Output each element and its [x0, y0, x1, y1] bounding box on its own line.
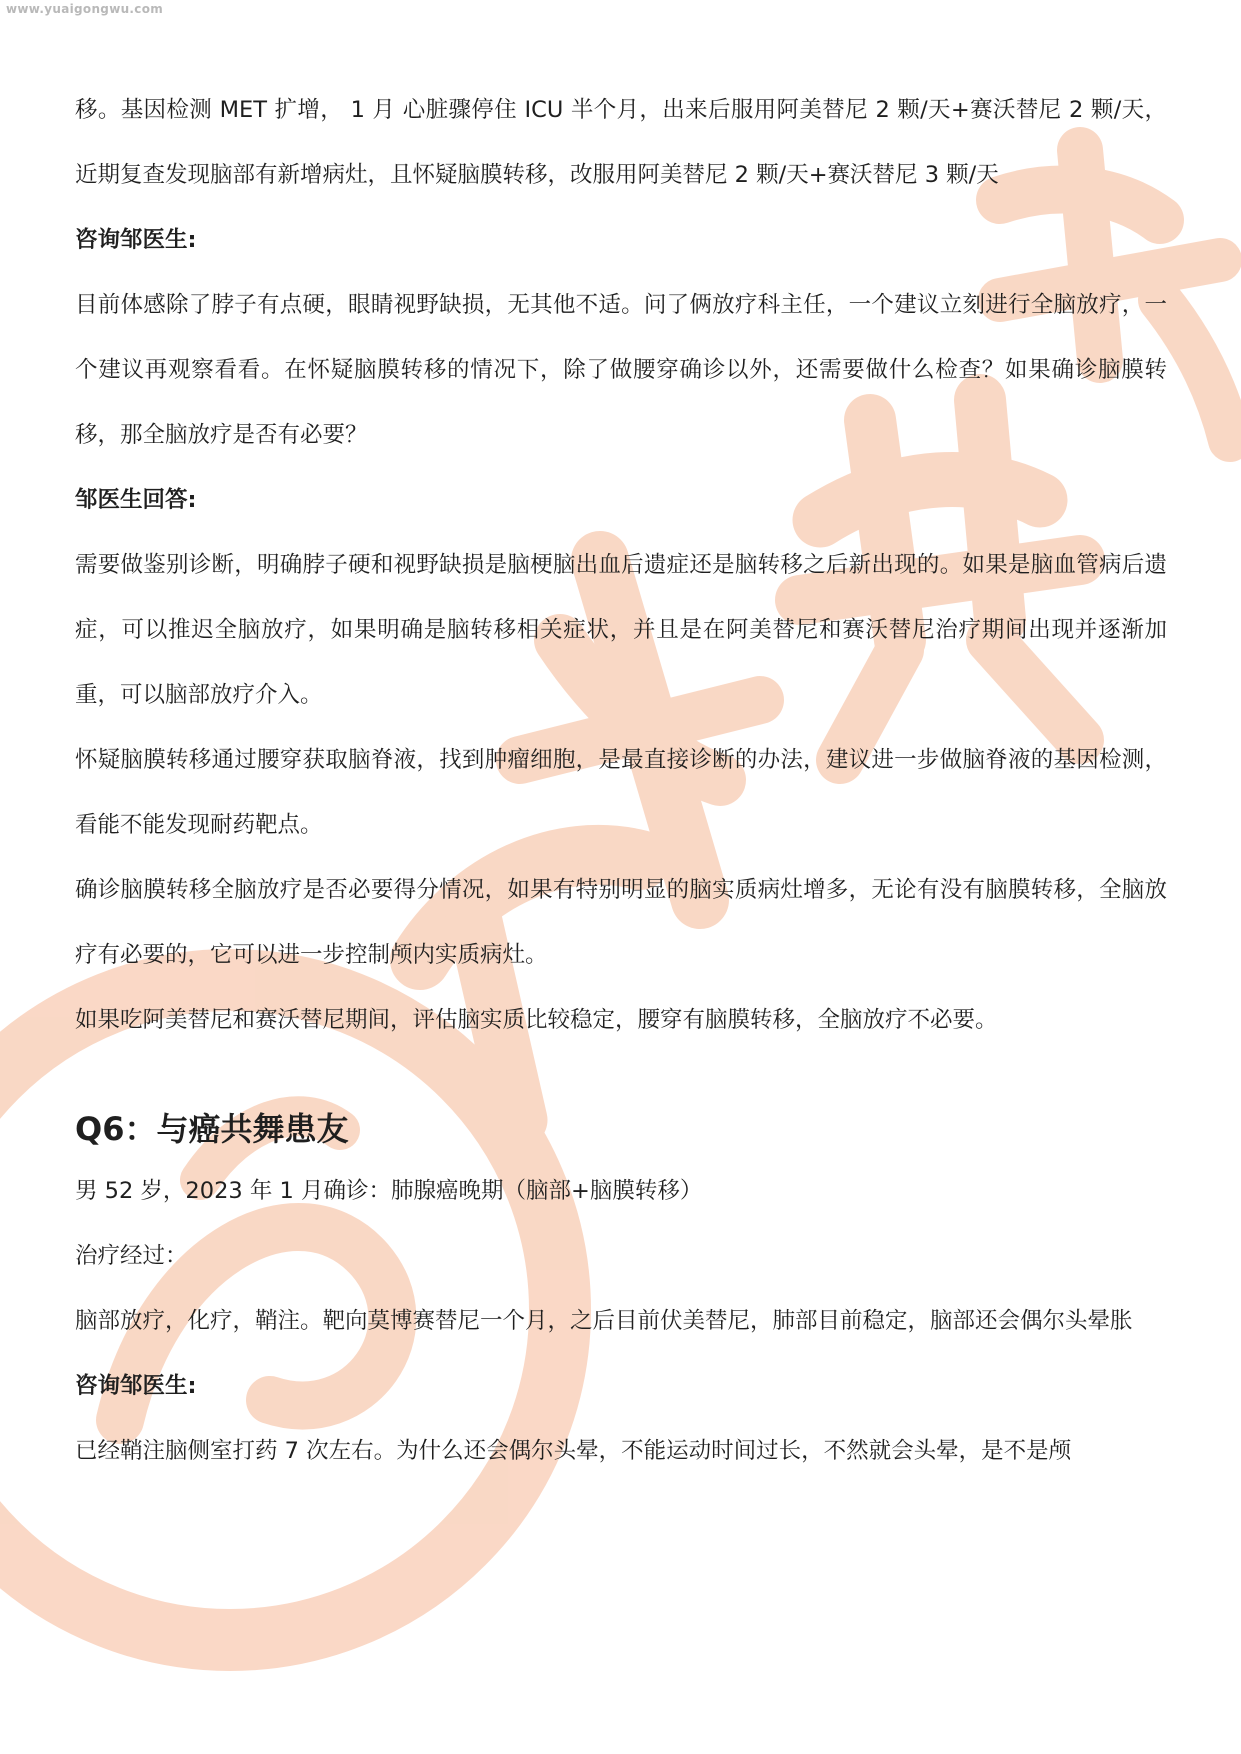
q6-consult-label: 咨询邹医生:	[75, 1373, 197, 1399]
q5-answer-paragraph: 怀疑脑膜转移通过腰穿获取脑脊液，找到肿瘤细胞，是最直接诊断的办法，建议进一步做脑脊液的基因检测，看能不能发现耐药靶点。	[75, 747, 1167, 838]
q5-answer-paragraph: 如果吃阿美替尼和赛沃替尼期间，评估脑实质比较稳定，腰穿有脑膜转移，全脑放疗不必要。	[75, 1007, 998, 1033]
q6-title: Q6：与癌共舞患友	[75, 1110, 349, 1148]
q6-treatment-label: 治疗经过：	[75, 1243, 188, 1269]
document-body	[75, 78, 1167, 1484]
q5-consult-label: 咨询邹医生:	[75, 227, 197, 253]
q5-answer-paragraph: 确诊脑膜转移全脑放疗是否必要得分情况，如果有特别明显的脑实质病灶增多，无论有没有脑膜转移，全脑放疗有必要的，它可以进一步控制颅内实质病灶。	[75, 877, 1167, 968]
q6-patient-info: 男 52 岁，2023 年 1 月确诊：肺腺癌晚期（脑部+脑膜转移）	[75, 1178, 703, 1204]
q5-answer-label: 邹医生回答:	[75, 487, 197, 513]
q5-history-continued: 移。基因检测 MET 扩增， 1 月 心脏骤停住 ICU 半个月，出来后服用阿美替尼 2 颗/天+赛沃替尼 2 颗/天，近期复查发现脑部有新增病灶，且怀疑脑膜转移，改服用阿美替尼 2 颗/天+赛沃替尼 3 颗/天	[75, 97, 1167, 188]
q5-consult-text: 目前体感除了脖子有点硬，眼睛视野缺损，无其他不适。问了俩放疗科主任，一个建议立刻进行全脑放疗，一个建议再观察看看。在怀疑脑膜转移的情况下，除了做腰穿确诊以外，还需要做什么检查？如果确诊脑膜转移，那全脑放疗是否有必要？	[75, 292, 1167, 448]
site-url: www.yuaigongwu.com	[6, 2, 164, 16]
q6-consult-text: 已经鞘注脑侧室打药 7 次左右。为什么还会偶尔头晕，不能运动时间过长，不然就会头晕，是不是颅	[75, 1438, 1072, 1464]
q5-answer-paragraph: 需要做鉴别诊断，明确脖子硬和视野缺损是脑梗脑出血后遗症还是脑转移之后新出现的。如果是脑血管病后遗症，可以推迟全脑放疗，如果明确是脑转移相关症状，并且是在阿美替尼和赛沃替尼治疗期间出现并逐渐加重，可以脑部放疗介入。	[75, 552, 1167, 708]
q6-treatment-text: 脑部放疗，化疗，鞘注。靶向莫博赛替尼一个月，之后目前伏美替尼，肺部目前稳定，脑部还会偶尔头晕胀	[75, 1308, 1133, 1334]
